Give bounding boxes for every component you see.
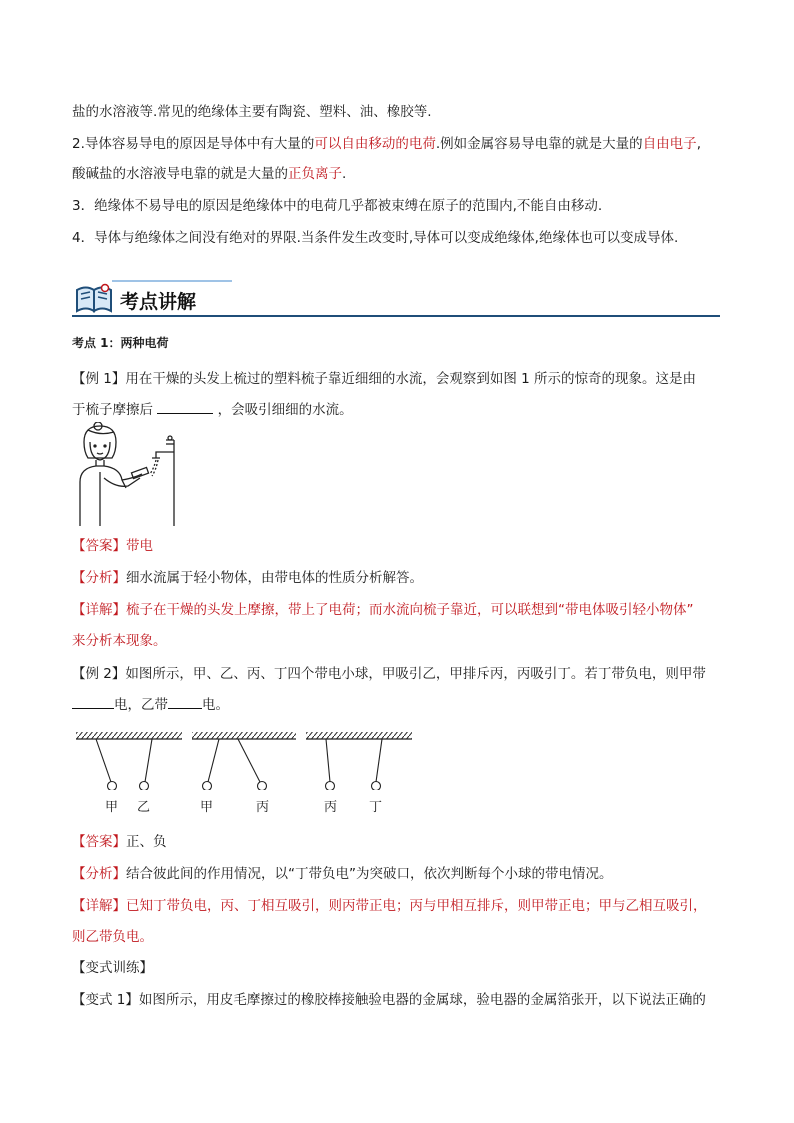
variant-text: 如图所示，用皮毛摩擦过的橡胶棒接触验电器的金属球，验电器的金属箔张开，以下说法正确的 — [138, 992, 706, 1008]
text: .例如金属容易导电靠的就是大量的 — [435, 136, 643, 152]
variant-heading: 【变式训练】 — [72, 960, 153, 976]
section-title: 考点讲解 — [120, 291, 197, 313]
answer-text: 正、负 — [126, 834, 167, 850]
answer-blank-2 — [168, 694, 202, 709]
highlight-ions: 正负离子 — [288, 166, 342, 182]
label-bing-1: 丙 — [256, 800, 270, 815]
example1-answer — [72, 536, 153, 556]
section-heading — [72, 278, 720, 322]
ball-bing-2 — [326, 782, 335, 791]
girl-faucet-illustration — [70, 422, 180, 528]
text: 电，乙带 — [114, 697, 168, 713]
detail-text: 已知丁带负电，丙、丁相互吸引，则丙带正电；丙与甲相互排斥，则甲带正电；甲与乙相互吸引， — [126, 898, 707, 914]
intro-line-5: 4．导体与绝缘体之间没有绝对的界限.当条件发生改变时,导体可以变成绝缘体,绝缘体也可以变成导体. — [72, 230, 679, 246]
analysis-text: 细水流属于轻小物体，由带电体的性质分析解答。 — [126, 570, 423, 586]
example1-question-line2 — [72, 399, 353, 420]
text: 酸碱盐的水溶液导电靠的就是大量的 — [72, 166, 288, 182]
analysis-tag: 【分析】 — [72, 866, 126, 882]
detail-tag: 【详解】 — [72, 602, 126, 618]
ball-jia-1 — [108, 782, 117, 791]
variant-tag: 【变式 1】 — [72, 992, 139, 1008]
heading-rule — [72, 315, 720, 317]
detail-tag: 【详解】 — [72, 898, 126, 914]
example2-question-line1: 【例 2】如图所示，甲、乙、丙、丁四个带电小球，甲吸引乙，甲排斥丙，丙吸引丁。若丁带负电，则甲带 — [72, 666, 706, 682]
text: 电。 — [202, 697, 229, 713]
example2-analysis — [72, 864, 613, 884]
intro-line-2 — [72, 134, 701, 154]
text: . — [342, 166, 347, 182]
example2-question-line2 — [72, 694, 229, 715]
intro-line-3 — [72, 164, 346, 184]
topic-label: 考点 1：两种电荷 — [72, 336, 169, 350]
example2-detail-line2: 则乙带负电。 — [72, 929, 153, 945]
text: 2.导体容易导电的原因是导体中有大量的 — [72, 136, 315, 152]
example2-answer — [72, 832, 167, 852]
label-yi: 乙 — [137, 800, 151, 815]
ball-ding — [372, 782, 381, 791]
support-bar-1 — [76, 732, 182, 739]
analysis-text: 结合彼此间的作用情况，以“丁带负电”为突破口，依次判断每个小球的带电情况。 — [126, 866, 613, 882]
answer-blank — [157, 399, 213, 414]
variant1-question — [72, 990, 706, 1010]
intro-line-1: 盐的水溶液等.常见的绝缘体主要有陶瓷、塑料、油、橡胶等. — [72, 104, 432, 120]
example1-detail-line1 — [72, 600, 694, 620]
answer-blank-1 — [72, 694, 114, 709]
text: ，会吸引细细的水流。 — [217, 402, 353, 418]
text: 于梳子摩擦后 — [72, 402, 153, 418]
answer-tag: 【答案】 — [72, 538, 126, 554]
label-jia-2: 甲 — [200, 800, 214, 815]
highlight-free-electron: 自由电子 — [642, 136, 697, 152]
ball-bing-1 — [258, 782, 267, 791]
label-ding: 丁 — [369, 800, 383, 815]
label-bing-2: 丙 — [324, 800, 338, 815]
example2-detail-line1 — [72, 896, 707, 916]
highlight-free-charge: 可以自由移动的电荷 — [314, 136, 436, 152]
heading-decor-line — [112, 280, 232, 282]
intro-line-4: 3．绝缘体不易导电的原因是绝缘体中的电荷几乎都被束缚在原子的范围内,不能自由移动. — [72, 198, 603, 214]
text: , — [696, 136, 701, 152]
example1-question-line1: 【例 1】用在干燥的头发上梳过的塑料梳子靠近细细的水流，会观察到如图 1 所示的惊奇的现象。这是由 — [72, 371, 697, 387]
support-bar-2 — [192, 732, 296, 739]
example1-detail-line2: 来分析本现象。 — [72, 633, 167, 649]
answer-tag: 【答案】 — [72, 834, 126, 850]
charged-balls-figure — [74, 730, 414, 790]
example1-analysis — [72, 568, 423, 588]
support-bar-3 — [306, 732, 412, 739]
ball-yi — [140, 782, 149, 791]
answer-text: 带电 — [126, 538, 153, 554]
analysis-tag: 【分析】 — [72, 570, 126, 586]
book-icon — [74, 282, 114, 314]
ball-jia-2 — [203, 782, 212, 791]
detail-text: 梳子在干燥的头发上摩擦，带上了电荷；而水流向梳子靠近，可以联想到“带电体吸引轻小物体” — [126, 602, 694, 618]
label-jia-1: 甲 — [105, 800, 119, 815]
